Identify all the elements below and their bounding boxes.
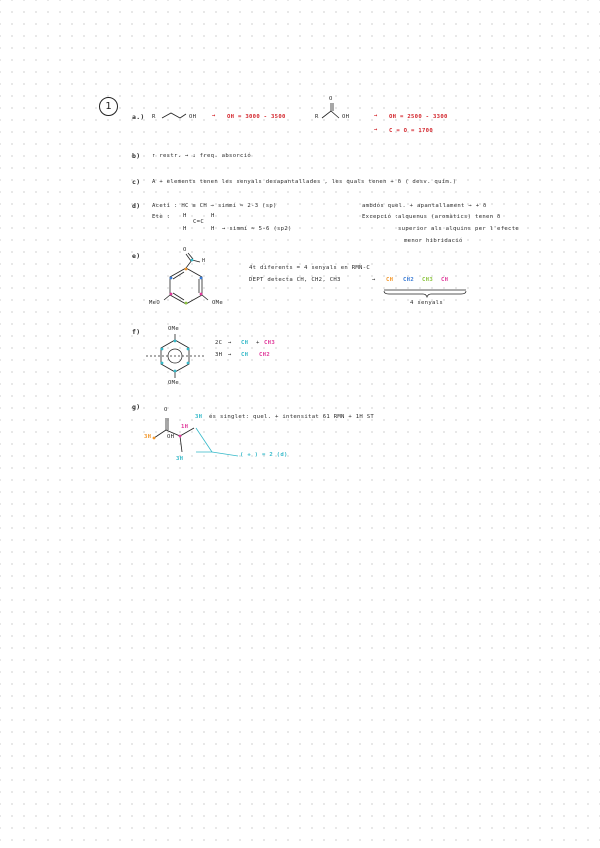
section-c-label: c): [132, 178, 141, 186]
section-d-line2-prefix: Etè :: [152, 214, 171, 220]
ethene-h1: H: [183, 213, 187, 219]
excepcio-line1: alquenus (aromàtics) tenen δ: [398, 214, 501, 220]
molecule-g-o: O: [164, 407, 168, 413]
section-f-line2-arrow: →: [228, 352, 232, 358]
benzene-e-meo: MeO: [149, 300, 161, 306]
section-f-line1-plus: +: [256, 340, 260, 346]
section-e-note1: 4t diferents = 4 senyals en RMN-C: [249, 265, 371, 271]
mol2-o: O: [329, 96, 333, 102]
molecule-g-oh: OH: [167, 434, 175, 440]
dept-ch4: CH: [441, 277, 449, 283]
section-f-label: f): [132, 328, 141, 336]
mol1-arrow: →: [212, 113, 216, 119]
dept-ch: CH: [386, 277, 394, 283]
mol2-result2: C = O = 1700: [389, 128, 434, 134]
molecule-g-3h-top: 3H: [195, 414, 203, 420]
mol2-arrow2: →: [374, 127, 378, 133]
molecule-g-1h: 1H: [181, 424, 189, 430]
ethene-cc: C=C: [193, 219, 205, 225]
benzene-e-ome: OMe: [212, 300, 224, 306]
excepcio-line3: menor hibridació: [404, 238, 463, 244]
dept-ch2: CH2: [403, 277, 415, 283]
mol1-oh: OH: [189, 114, 197, 120]
section-f-line1-ch: CH: [241, 340, 249, 346]
section-d-line2-result: → simmí ≈ 5-6 (sp2): [222, 226, 292, 232]
section-g-result: ( + ) = 2 (d): [240, 452, 288, 458]
benzene-e-h: H: [202, 258, 206, 264]
section-f-line2-ch: CH: [241, 352, 249, 358]
ethene-h3: H: [183, 226, 187, 232]
section-f-line2-ch2: CH2: [259, 352, 271, 358]
section-d-line1: Acetí : HC ≡ CH → simmí ≈ 2-3 (sp): [152, 203, 277, 209]
mol2-result1: OH = 2500 - 3300: [389, 114, 448, 120]
section-b-label: b): [132, 152, 141, 160]
section-e-arrow: →: [372, 277, 376, 283]
section-b-text: ↑ restr. → ↓ freq. absorció: [152, 153, 252, 159]
section-a-label: a.): [132, 113, 145, 121]
dept-ch3: CH3: [422, 277, 434, 283]
benzene-e-o: O: [183, 247, 187, 253]
question-number: 1: [99, 97, 118, 116]
section-e-note2: DEPT detecta CH, CH2, CH3: [249, 277, 341, 283]
section-c-text: A + elements tenen les senyals desapantallades , les quals tenen + δ ( desv. quím.): [152, 179, 457, 185]
section-d-right1: ambdós quel. + apantallament → + δ: [362, 203, 487, 209]
ethene-h4: H: [211, 226, 215, 232]
molecule-g-3h-bottom: 3H: [176, 456, 184, 462]
section-e-label: e): [132, 252, 141, 260]
mol2-arrow1: →: [374, 113, 378, 119]
mol2-oh: OH: [342, 114, 350, 120]
benzene-f-bottom-ome: OMe: [168, 380, 180, 386]
section-d-label: d): [132, 202, 141, 210]
benzene-f-top-ome: OMe: [168, 326, 180, 332]
section-f-line2-prefix: 3H: [215, 352, 223, 358]
mol2-r: R: [315, 114, 319, 120]
mol1-r: R: [152, 114, 156, 120]
dept-brace-label: 4 senyals: [410, 300, 444, 306]
mol1-result: OH = 3000 - 3500: [227, 114, 286, 120]
section-g-text: és singlet: quel. + intensitat 61 RMN + 1H ST: [209, 414, 375, 420]
section-f-line1-prefix: 2C: [215, 340, 223, 346]
molecule-g-3h-left: 3H: [144, 434, 152, 440]
section-f-line1-ch3: CH3: [264, 340, 276, 346]
ethene-h2: H: [211, 213, 215, 219]
excepcio-line2: superior als alquins per l'efecte: [398, 226, 520, 232]
section-f-line1-arrow: →: [228, 340, 232, 346]
section-g-label: g): [132, 403, 141, 411]
excepcio-label: Excepció :: [362, 214, 399, 220]
